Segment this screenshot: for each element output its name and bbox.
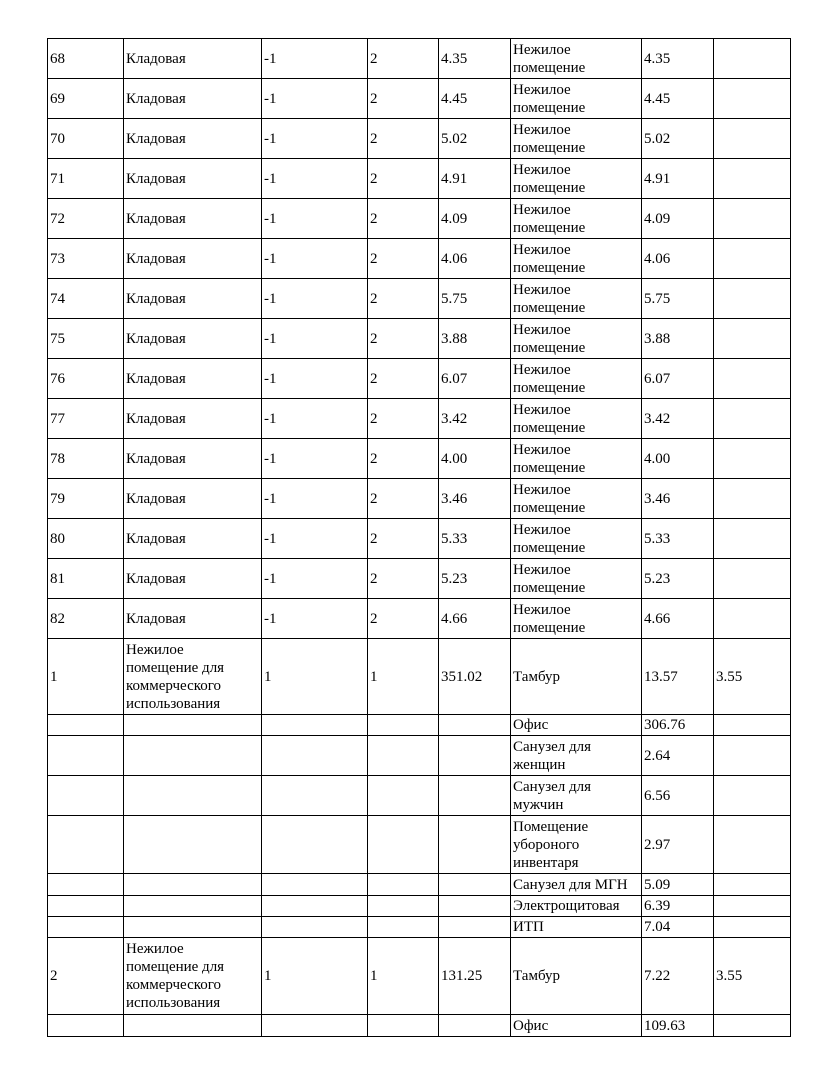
cell-total-area (439, 715, 511, 736)
cell-sub-room-area: 3.42 (642, 399, 714, 439)
cell-sub-room-area: 2.97 (642, 816, 714, 874)
cell-total-area (439, 917, 511, 938)
cell-ceiling-height (714, 199, 791, 239)
cell-sub-room-name: Нежилое помещение (511, 519, 642, 559)
cell-sub-room-area: 109.63 (642, 1015, 714, 1037)
cell-sub-room-name: ИТП (511, 917, 642, 938)
cell-room-number: 75 (48, 319, 124, 359)
cell-total-area: 351.02 (439, 639, 511, 715)
cell-sub-room-name: Нежилое помещение (511, 439, 642, 479)
cell-type: 1 (368, 938, 439, 1015)
cell-room-number: 71 (48, 159, 124, 199)
cell-floor: -1 (262, 239, 368, 279)
cell-ceiling-height (714, 736, 791, 776)
cell-sub-room-area: 6.56 (642, 776, 714, 816)
cell-total-area: 4.35 (439, 39, 511, 79)
cell-room-number: 78 (48, 439, 124, 479)
cell-sub-room-name: Электрощитовая (511, 896, 642, 917)
table-row (48, 79, 791, 119)
table-row (48, 239, 791, 279)
cell-sub-room-name: Нежилое помещение (511, 239, 642, 279)
cell-floor: 1 (262, 639, 368, 715)
cell-type: 2 (368, 119, 439, 159)
cell-room-name: Нежилое помещение для коммерческого использования (124, 639, 262, 715)
table-row (48, 938, 791, 1015)
table-row (48, 599, 791, 639)
cell-type: 2 (368, 239, 439, 279)
cell-floor: -1 (262, 279, 368, 319)
cell-room-name (124, 874, 262, 896)
cell-type: 2 (368, 159, 439, 199)
cell-sub-room-area: 4.45 (642, 79, 714, 119)
cell-type: 2 (368, 599, 439, 639)
cell-room-number: 69 (48, 79, 124, 119)
cell-type: 2 (368, 399, 439, 439)
cell-room-name: Кладовая (124, 559, 262, 599)
cell-room-number (48, 917, 124, 938)
cell-room-number: 72 (48, 199, 124, 239)
cell-sub-room-name: Нежилое помещение (511, 199, 642, 239)
table-row (48, 399, 791, 439)
table-row (48, 896, 791, 917)
cell-sub-room-area: 5.75 (642, 279, 714, 319)
cell-room-name: Кладовая (124, 199, 262, 239)
cell-ceiling-height (714, 776, 791, 816)
cell-ceiling-height (714, 359, 791, 399)
cell-type: 2 (368, 559, 439, 599)
cell-sub-room-area: 5.09 (642, 874, 714, 896)
cell-ceiling-height: 3.55 (714, 938, 791, 1015)
cell-room-number (48, 715, 124, 736)
cell-floor (262, 917, 368, 938)
cell-ceiling-height (714, 816, 791, 874)
cell-room-number: 81 (48, 559, 124, 599)
cell-total-area: 4.45 (439, 79, 511, 119)
cell-room-number (48, 736, 124, 776)
cell-room-name: Кладовая (124, 239, 262, 279)
cell-room-name: Кладовая (124, 279, 262, 319)
cell-ceiling-height (714, 399, 791, 439)
cell-total-area (439, 736, 511, 776)
cell-room-name (124, 896, 262, 917)
table-row (48, 715, 791, 736)
cell-total-area (439, 896, 511, 917)
cell-floor: -1 (262, 599, 368, 639)
table-row (48, 359, 791, 399)
cell-room-number: 82 (48, 599, 124, 639)
cell-type (368, 917, 439, 938)
cell-sub-room-name: Нежилое помещение (511, 159, 642, 199)
cell-sub-room-name: Нежилое помещение (511, 559, 642, 599)
cell-room-name: Кладовая (124, 319, 262, 359)
cell-sub-room-area: 4.66 (642, 599, 714, 639)
cell-floor: -1 (262, 39, 368, 79)
cell-ceiling-height: 3.55 (714, 639, 791, 715)
cell-floor: -1 (262, 559, 368, 599)
cell-room-number: 68 (48, 39, 124, 79)
cell-total-area (439, 1015, 511, 1037)
cell-type: 2 (368, 319, 439, 359)
table-row (48, 439, 791, 479)
cell-total-area: 4.00 (439, 439, 511, 479)
cell-type (368, 776, 439, 816)
cell-room-name (124, 917, 262, 938)
cell-total-area: 4.91 (439, 159, 511, 199)
cell-room-name: Кладовая (124, 359, 262, 399)
table-row (48, 776, 791, 816)
cell-type: 1 (368, 639, 439, 715)
cell-room-number: 79 (48, 479, 124, 519)
cell-ceiling-height (714, 896, 791, 917)
cell-ceiling-height (714, 119, 791, 159)
cell-room-number: 74 (48, 279, 124, 319)
cell-ceiling-height (714, 159, 791, 199)
cell-sub-room-name: Нежилое помещение (511, 359, 642, 399)
cell-room-number (48, 896, 124, 917)
cell-type: 2 (368, 359, 439, 399)
cell-floor (262, 896, 368, 917)
cell-floor: -1 (262, 319, 368, 359)
cell-room-number (48, 776, 124, 816)
cell-sub-room-name: Санузел для МГН (511, 874, 642, 896)
cell-sub-room-name: Нежилое помещение (511, 399, 642, 439)
cell-floor: -1 (262, 399, 368, 439)
cell-sub-room-name: Санузел для мужчин (511, 776, 642, 816)
cell-type: 2 (368, 439, 439, 479)
cell-room-name: Кладовая (124, 439, 262, 479)
cell-sub-room-name: Нежилое помещение (511, 79, 642, 119)
cell-floor: -1 (262, 159, 368, 199)
cell-sub-room-area: 6.39 (642, 896, 714, 917)
cell-floor: -1 (262, 439, 368, 479)
cell-ceiling-height (714, 39, 791, 79)
cell-room-name (124, 776, 262, 816)
cell-sub-room-name: Тамбур (511, 639, 642, 715)
cell-ceiling-height (714, 874, 791, 896)
cell-sub-room-area: 4.91 (642, 159, 714, 199)
cell-type: 2 (368, 279, 439, 319)
cell-type (368, 715, 439, 736)
cell-room-number: 73 (48, 239, 124, 279)
cell-floor (262, 816, 368, 874)
cell-room-number: 2 (48, 938, 124, 1015)
table-row (48, 816, 791, 874)
table-row (48, 279, 791, 319)
cell-type (368, 896, 439, 917)
cell-room-number: 77 (48, 399, 124, 439)
table-row (48, 559, 791, 599)
cell-room-name: Кладовая (124, 79, 262, 119)
cell-floor: -1 (262, 519, 368, 559)
cell-sub-room-name: Нежилое помещение (511, 319, 642, 359)
cell-sub-room-area: 306.76 (642, 715, 714, 736)
cell-room-number: 76 (48, 359, 124, 399)
cell-type (368, 816, 439, 874)
cell-total-area: 5.23 (439, 559, 511, 599)
table-body (48, 39, 791, 1037)
cell-floor: -1 (262, 359, 368, 399)
cell-sub-room-area: 6.07 (642, 359, 714, 399)
cell-ceiling-height (714, 279, 791, 319)
cell-sub-room-area: 4.35 (642, 39, 714, 79)
cell-ceiling-height (714, 479, 791, 519)
cell-room-name: Кладовая (124, 599, 262, 639)
cell-sub-room-area: 5.02 (642, 119, 714, 159)
cell-sub-room-area: 4.09 (642, 199, 714, 239)
cell-sub-room-name: Помещение убороного инвентаря (511, 816, 642, 874)
table-row (48, 319, 791, 359)
cell-floor (262, 736, 368, 776)
cell-room-name: Кладовая (124, 39, 262, 79)
cell-room-number (48, 816, 124, 874)
cell-ceiling-height (714, 319, 791, 359)
table-row (48, 917, 791, 938)
cell-total-area: 4.66 (439, 599, 511, 639)
cell-total-area: 3.88 (439, 319, 511, 359)
cell-type: 2 (368, 479, 439, 519)
cell-room-number: 80 (48, 519, 124, 559)
cell-room-name (124, 1015, 262, 1037)
cell-room-name: Кладовая (124, 159, 262, 199)
table-row (48, 199, 791, 239)
cell-sub-room-area: 4.06 (642, 239, 714, 279)
table-row (48, 159, 791, 199)
cell-total-area: 6.07 (439, 359, 511, 399)
cell-room-name (124, 736, 262, 776)
cell-type: 2 (368, 199, 439, 239)
table-row (48, 479, 791, 519)
cell-ceiling-height (714, 439, 791, 479)
cell-type: 2 (368, 519, 439, 559)
cell-room-name: Кладовая (124, 479, 262, 519)
cell-sub-room-name: Тамбур (511, 938, 642, 1015)
cell-total-area: 4.06 (439, 239, 511, 279)
cell-sub-room-name: Санузел для женщин (511, 736, 642, 776)
cell-type (368, 736, 439, 776)
cell-room-number: 1 (48, 639, 124, 715)
cell-sub-room-name: Нежилое помещение (511, 119, 642, 159)
cell-total-area (439, 874, 511, 896)
cell-room-number: 70 (48, 119, 124, 159)
cell-room-name: Кладовая (124, 399, 262, 439)
cell-total-area: 3.46 (439, 479, 511, 519)
cell-room-name (124, 715, 262, 736)
cell-floor (262, 776, 368, 816)
cell-floor: -1 (262, 119, 368, 159)
cell-ceiling-height (714, 79, 791, 119)
cell-total-area: 5.75 (439, 279, 511, 319)
table-row (48, 874, 791, 896)
table-row (48, 736, 791, 776)
cell-total-area (439, 776, 511, 816)
cell-total-area: 5.02 (439, 119, 511, 159)
cell-room-name: Кладовая (124, 519, 262, 559)
cell-total-area: 3.42 (439, 399, 511, 439)
cell-room-name: Нежилое помещение для коммерческого использования (124, 938, 262, 1015)
cell-sub-room-area: 5.23 (642, 559, 714, 599)
cell-room-name (124, 816, 262, 874)
cell-total-area: 5.33 (439, 519, 511, 559)
cell-total-area: 131.25 (439, 938, 511, 1015)
table-row (48, 119, 791, 159)
cell-room-number (48, 874, 124, 896)
table-row (48, 519, 791, 559)
table-row (48, 1015, 791, 1037)
cell-floor: 1 (262, 938, 368, 1015)
cell-floor (262, 1015, 368, 1037)
cell-ceiling-height (714, 1015, 791, 1037)
cell-sub-room-area: 13.57 (642, 639, 714, 715)
cell-ceiling-height (714, 559, 791, 599)
cell-sub-room-area: 7.04 (642, 917, 714, 938)
cell-sub-room-area: 3.46 (642, 479, 714, 519)
cell-type (368, 1015, 439, 1037)
cell-floor: -1 (262, 79, 368, 119)
cell-floor (262, 874, 368, 896)
cell-ceiling-height (714, 239, 791, 279)
cell-sub-room-area: 2.64 (642, 736, 714, 776)
cell-floor: -1 (262, 199, 368, 239)
cell-sub-room-name: Нежилое помещение (511, 599, 642, 639)
table-row (48, 39, 791, 79)
cell-sub-room-name: Нежилое помещение (511, 279, 642, 319)
cell-sub-room-name: Офис (511, 715, 642, 736)
cell-sub-room-name: Нежилое помещение (511, 479, 642, 519)
cell-total-area: 4.09 (439, 199, 511, 239)
cell-ceiling-height (714, 917, 791, 938)
cell-room-name: Кладовая (124, 119, 262, 159)
cell-ceiling-height (714, 599, 791, 639)
cell-type: 2 (368, 79, 439, 119)
table-row (48, 639, 791, 715)
cell-ceiling-height (714, 715, 791, 736)
cell-sub-room-area: 7.22 (642, 938, 714, 1015)
cell-sub-room-name: Офис (511, 1015, 642, 1037)
cell-type (368, 874, 439, 896)
cell-sub-room-area: 4.00 (642, 439, 714, 479)
premises-table (47, 38, 791, 1037)
cell-floor (262, 715, 368, 736)
cell-room-number (48, 1015, 124, 1037)
cell-sub-room-name: Нежилое помещение (511, 39, 642, 79)
cell-sub-room-area: 3.88 (642, 319, 714, 359)
cell-floor: -1 (262, 479, 368, 519)
cell-type: 2 (368, 39, 439, 79)
cell-ceiling-height (714, 519, 791, 559)
cell-sub-room-area: 5.33 (642, 519, 714, 559)
cell-total-area (439, 816, 511, 874)
